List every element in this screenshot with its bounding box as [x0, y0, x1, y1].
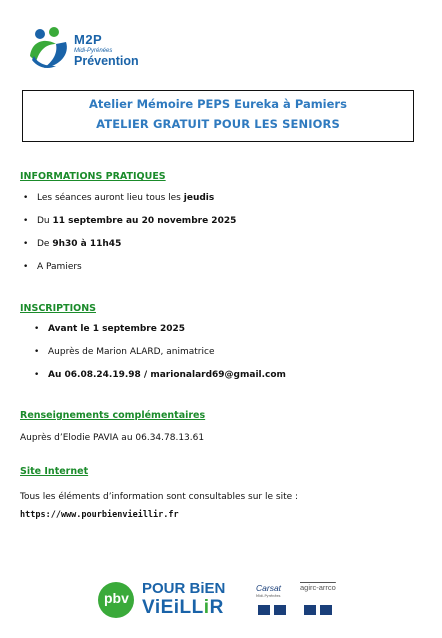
- m2p-prevention-logo: [26, 26, 156, 78]
- title-box: [22, 90, 414, 142]
- pbv-line2: ViEiLLiR: [142, 597, 224, 618]
- m2p-region: Midi-Pyrénées: [74, 48, 113, 54]
- list-item: • Les séances auront lieu tous les jeudis: [37, 193, 236, 204]
- site-text: Tous les éléments d’information sont consultables sur le site :: [20, 492, 299, 502]
- list-item: • Auprès de Marion ALARD, animatrice: [48, 347, 286, 358]
- agirc-emblem-icon: [304, 605, 316, 615]
- arrco-emblem-icon: [320, 605, 332, 615]
- infos-heading: INFORMATIONS PRATIQUES: [20, 171, 166, 182]
- assurance-retraite-icon: [274, 605, 286, 615]
- page-title: Atelier Mémoire PEPS Eureka à Pamiers: [89, 97, 347, 111]
- contact-phone-email[interactable]: Au 06.08.24.19.98 / marionalard69@gmail.com: [48, 370, 286, 380]
- carsat-emblem-icon: [258, 605, 270, 615]
- agirc-arrco-logo: agirc-arrco: [300, 583, 344, 619]
- infos-list: [37, 193, 236, 273]
- carsat-logo: Carsat Midi-Pyrénées: [256, 583, 292, 619]
- pbv-badge-icon: pbv: [98, 582, 134, 618]
- list-item: • Avant le 1 septembre 2025: [48, 324, 286, 335]
- renseignements-text: Auprès d’Elodie PAVIA au 06.34.78.13.61: [20, 433, 205, 443]
- page-subtitle: ATELIER GRATUIT POUR LES SENIORS: [96, 117, 340, 131]
- list-item: • Du 11 septembre au 20 novembre 2025: [37, 216, 236, 227]
- site-heading: Site Internet: [20, 466, 89, 477]
- site-url-link[interactable]: https://www.pourbienvieillir.fr: [20, 510, 179, 520]
- pbv-line1: POUR BiEN: [142, 580, 226, 597]
- m2p-figures-icon: [26, 26, 72, 72]
- inscriptions-heading: INSCRIPTIONS: [20, 303, 96, 314]
- list-item: • De 9h30 à 11h45: [37, 239, 236, 250]
- renseignements-heading: Renseignements complémentaires: [20, 410, 206, 421]
- list-item: • A Pamiers: [37, 262, 236, 273]
- inscriptions-list: [48, 324, 286, 381]
- list-item: [48, 370, 286, 381]
- m2p-title: M2P: [74, 32, 103, 47]
- m2p-subtitle: Prévention: [74, 54, 139, 68]
